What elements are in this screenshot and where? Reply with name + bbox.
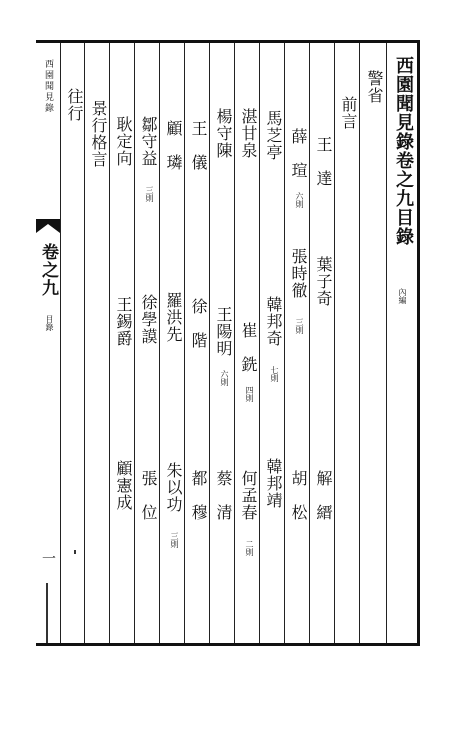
entry-name: 韓邦靖 xyxy=(264,458,283,509)
entry-name: 耿定向 xyxy=(114,116,133,167)
entry-name: 胡 松 xyxy=(289,470,308,521)
entry-name: 鄒守益 xyxy=(139,116,158,167)
entry-name: 都 穆 xyxy=(189,470,208,521)
book-title: 西園聞見錄卷之九目錄 xyxy=(393,56,414,246)
entry-name: 湛甘泉 xyxy=(239,108,258,159)
entry-note: 四則 xyxy=(245,386,254,402)
entry-name: 馬芝亭 xyxy=(264,110,283,161)
entry-name: 顧 璘 xyxy=(164,120,183,171)
entry-note: 二則 xyxy=(245,540,254,556)
entry-name: 崔 銑 xyxy=(239,322,258,373)
entry-name: 顧憲成 xyxy=(114,460,133,511)
entry-name: 薛 瑄 xyxy=(289,128,308,179)
entry-name: 葉子奇 xyxy=(314,256,333,307)
entry-name: 楊守陳 xyxy=(214,108,233,159)
entry-note: 六則 xyxy=(220,370,229,386)
entry-note: 七則 xyxy=(270,366,279,382)
entry-name: 徐 階 xyxy=(189,298,208,349)
entry-name: 解 縉 xyxy=(314,470,333,521)
gutter-page-mark: 一 xyxy=(40,551,56,566)
entry-note: 三則 xyxy=(145,186,154,202)
entry-name: 蔡 清 xyxy=(214,470,233,521)
gutter-section-label: 目錄 xyxy=(45,315,54,331)
entry-note: 六則 xyxy=(295,192,304,208)
entry-name: 王錫爵 xyxy=(114,296,133,347)
entry-name: 景行格言 xyxy=(89,100,108,168)
entry-name: 何孟春 xyxy=(239,470,258,521)
intro-label: 前言 xyxy=(339,96,358,130)
entry-name: 張時徹 xyxy=(289,248,308,299)
entry-name: 王陽明 xyxy=(214,306,233,357)
entry-name: 韓邦奇 xyxy=(264,296,283,347)
entry-name: 往行 xyxy=(65,88,84,122)
editor-note: 內編 xyxy=(398,288,407,304)
ink-dot xyxy=(74,550,76,554)
gutter-volume: 卷之九 xyxy=(38,243,58,297)
section-heading: 警省 xyxy=(365,70,384,104)
entry-note: 三則 xyxy=(295,318,304,334)
entry-name: 王 儀 xyxy=(189,120,208,171)
gutter-book-name: 西園聞見錄 xyxy=(43,59,53,114)
entry-name: 徐學謨 xyxy=(139,294,158,345)
entry-name: 王 達 xyxy=(314,136,333,187)
entry-name: 羅洪先 xyxy=(164,292,183,343)
entry-name: 朱以功 xyxy=(164,462,183,513)
entry-note: 三則 xyxy=(170,532,179,548)
entry-name: 張 位 xyxy=(139,470,158,521)
